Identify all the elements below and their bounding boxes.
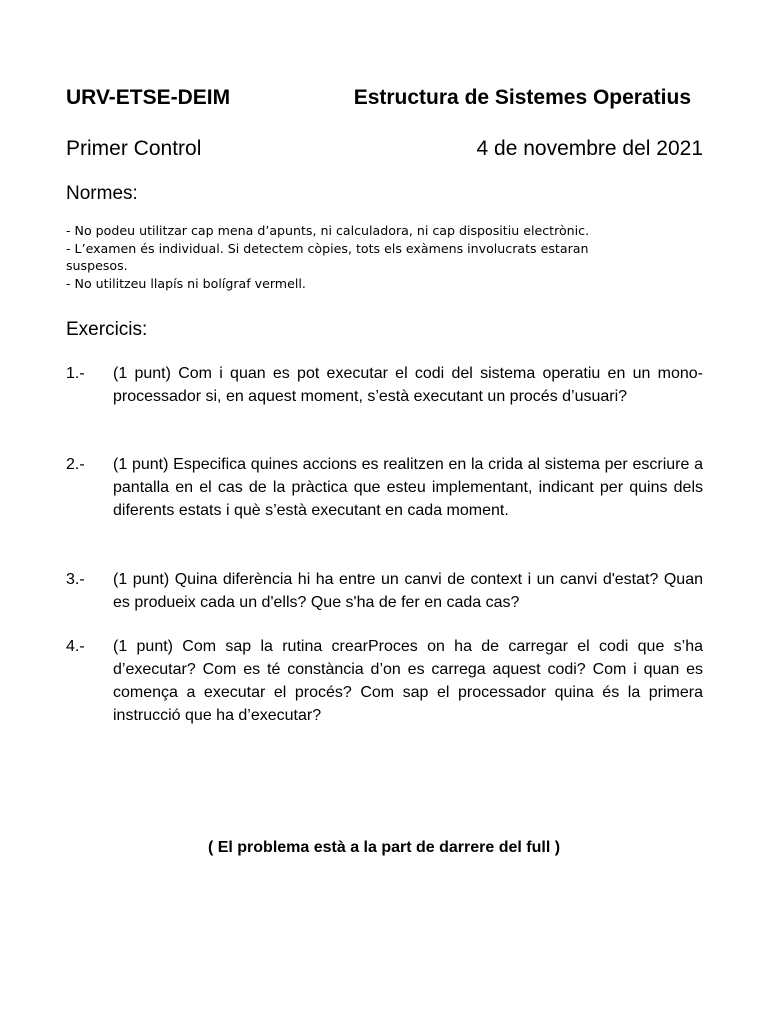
exercise-number: 3.-	[66, 571, 85, 588]
exercise-item	[66, 635, 703, 727]
rule-item: - No utilitzeu llapís ni bolígraf vermell.	[66, 275, 306, 291]
institution-name: URV-ETSE-DEIM	[66, 86, 231, 109]
exercise-text: (1 punt) Com sap la rutina crearProces on ha de carregar el codi que s’ha d’executar? Com es té constància d’on es carrega aquest codi? Com i quan es comença a executar el procés? Com sap el processador quina és la primera instrucció que ha d’executar?	[113, 638, 703, 724]
exercise-text: (1 punt) Com i quan es pot executar el codi del sistema operatiu en un mono-processador si, en aquest moment, s’està executant un procés d’usuari?	[113, 365, 703, 405]
subject-title: Estructura de Sistemes Operatius	[353, 86, 691, 109]
exercise-number: 4.-	[66, 638, 85, 655]
header-control-row	[66, 137, 703, 161]
exercise-text: (1 punt) Especifica quines accions es realitzen en la crida al sistema per escriure a pantalla en el cas de la pràctica que esteu implementant, indicant per quins dels diferents estats i què s’està executant en cada moment.	[113, 456, 703, 519]
exercise-item	[66, 453, 703, 522]
rule-item: - L’examen és individual. Si detectem còpies, tots els exàmens involucrats estaran suspesos.	[66, 240, 589, 273]
exercise-item	[66, 568, 703, 614]
rule-item: - No podeu utilitzar cap mena d’apunts, ni calculadora, ni cap dispositiu electrònic.	[66, 223, 590, 238]
header-title-row	[66, 86, 703, 110]
exercise-text: (1 punt) Quina diferència hi ha entre un canvi de context i un canvi d'estat? Quan es produeix cada un d'ells? Que s'ha de fer en cada cas?	[113, 571, 703, 611]
exam-date: 4 de novembre del 2021	[476, 137, 703, 160]
footer-note: ( El problema està a la part de darrere del full )	[207, 839, 561, 856]
exercicis-heading: Exercicis:	[66, 319, 148, 340]
control-name: Primer Control	[66, 137, 202, 160]
exercise-number: 1.-	[66, 365, 85, 382]
normes-heading: Normes:	[66, 183, 138, 204]
exercise-item	[66, 362, 703, 408]
rules-list	[66, 222, 646, 292]
exercise-number: 2.-	[66, 456, 85, 473]
